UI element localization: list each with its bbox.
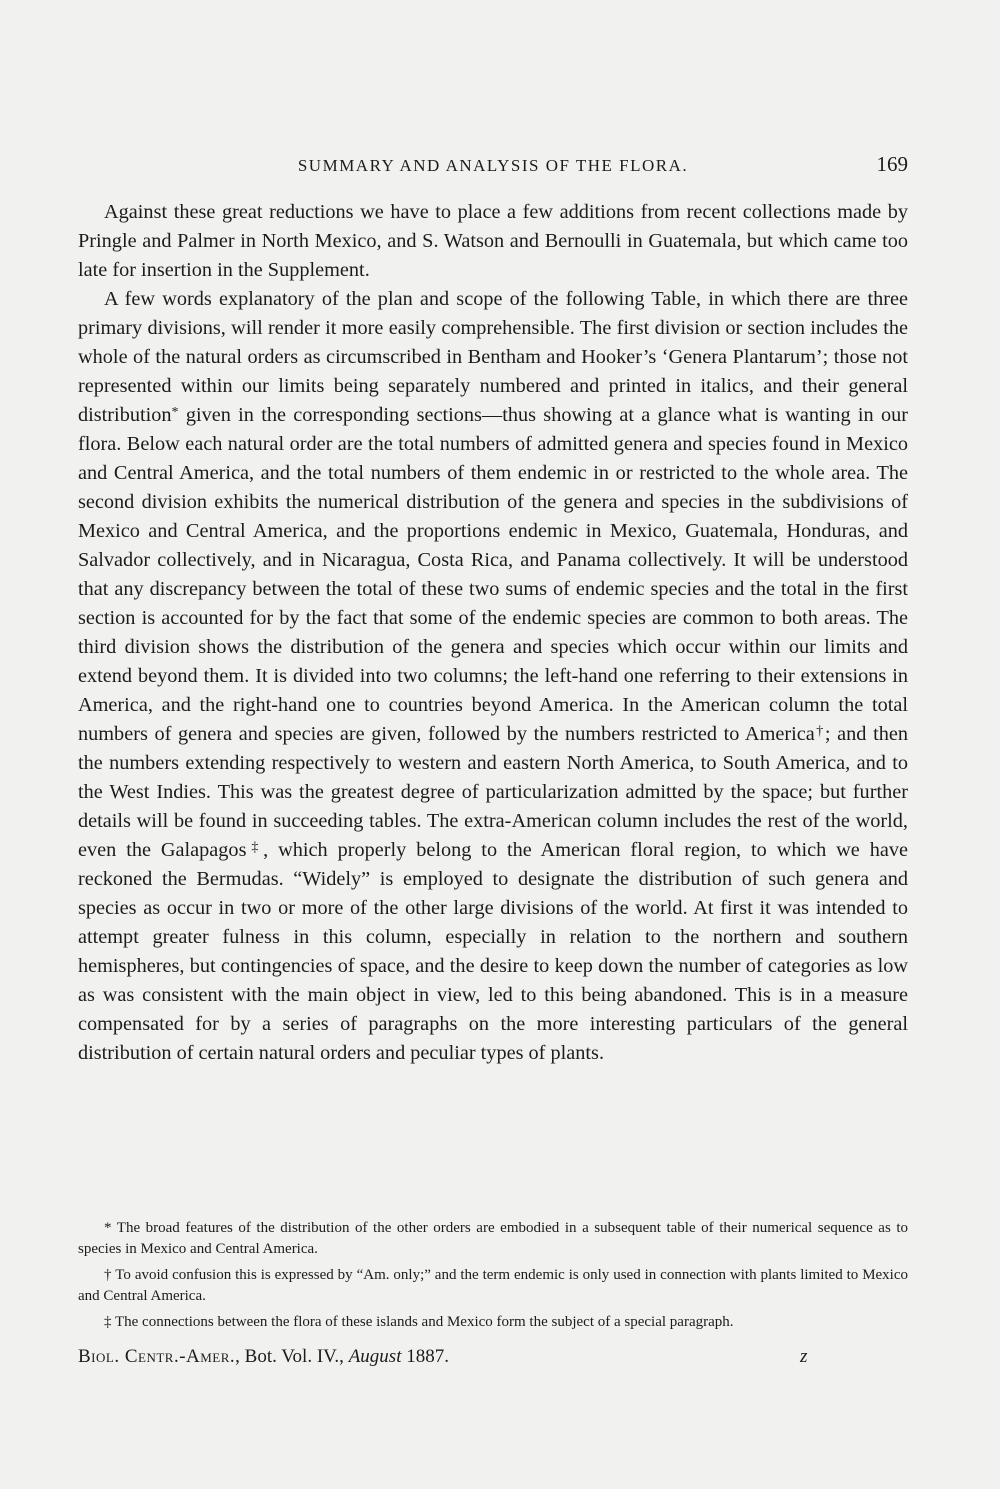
footnote-ref-dagger: † [814,724,825,739]
running-title: SUMMARY AND ANALYSIS OF THE FLORA. [297,156,689,175]
footnote-text: The connections between the flora of these islands and Mexico form the subject of a special paragraph. [111,1314,734,1330]
publication-month: August [348,1346,402,1367]
paragraph-2-part-d: , which properly belong to the American floral region, to which we have reckoned the Bermudas. “Widely” is employed to designate the distribution of such genera and species as occur in two or more of the other large divisions of the world. At first it was intended to attempt greater fulness in this column, especially in relation to the northern and southern hemispheres, but contingencies of space, and the desire to keep down the number of categories as low as was consistent with the main object in view, led to this being abandoned. This is in a measure compensated for by a series of paragraphs on the more interesting particulars of the general distribution of certain natural orders and peculiar types of plants. [78,839,909,1064]
footnote-ref-double-dagger: ‡ [246,840,264,855]
footnote-mark: * [104,1220,112,1236]
publication-year: 1887. [401,1346,449,1367]
footnote-ref-asterisk: * [171,405,179,420]
footnote-3 [78,1312,908,1333]
series-separator: , [235,1346,245,1367]
footnote-2 [78,1265,908,1307]
footnote-text: To avoid confusion this is expressed by “Am. only;” and the term endemic is only used in connection with plants limited to Mexico and Central America. [78,1267,909,1304]
footnotes [78,1218,908,1338]
paragraph-2-part-a: A few words explanatory of the plan and scope of the following Table, in which there are three primary divisions, will render it more easily comprehensible. The first division or section includes the whole of the natural orders as circumscribed in Bentham and Hooker’s ‘Genera Plantarum’; those not represented within our limits being separately numbered and printed in italics, and their general distribution [78,288,908,426]
series-title: Biol. Centr.-Amer. [78,1346,236,1367]
footnote-mark: † [104,1267,112,1283]
publication-info [78,1346,449,1368]
paragraph-2-part-c: ; and then the numbers extending respectively to western and eastern North America, to South America, and to the West Indies. This was the greatest degree of particularization admitted by the space; but further details will be found in succeeding tables. The extra-American column includes the rest of the world, even the Galapagos [78,723,908,861]
signature-line [78,1346,908,1376]
footnote-1 [78,1218,908,1260]
footnote-text: The broad features of the distribution of the other orders are embodied in a subsequent table of their numerical sequence as to species in Mexico and Central America. [78,1220,908,1257]
page-header [78,152,908,186]
volume-info: Bot. Vol. IV., [244,1346,349,1367]
body-text [78,198,908,1068]
footnote-mark: ‡ [104,1314,112,1330]
paragraph-2 [78,285,908,1068]
sheet-signature-mark: z [800,1346,808,1367]
page-number: 169 [876,152,908,176]
paragraph-2-part-b: given in the corresponding sections—thus showing at a glance what is wanting in our flora. Below each natural order are the total numbers of admitted genera and species found in Mexico and Central America, and the total numbers of them endemic in or restricted to the whole area. The second division exhibits the numerical distribution of the genera and species in the subdivisions of Mexico and Central America, and the proportions endemic in Mexico, Guatemala, Honduras, and Salvador collectively, and in Nicaragua, Costa Rica, and Panama collectively. It will be understood that any discrepancy between the total of these two sums of endemic species and the total in the first section is accounted for by the fact that some of the endemic species are common to both areas. The third division shows the distribution of the genera and species which occur within our limits and extend beyond them. It is divided into two columns; the left-hand one referring to their extensions in America, and the right-hand one to countries beyond America. In the American column the total numbers of genera and species are given, followed by the numbers restricted to America [78,404,908,745]
paragraph-1: Against these great reductions we have to place a few additions from recent collections made by Pringle and Palmer in North Mexico, and S. Watson and Bernoulli in Guatemala, but which came too late for insertion in the Supplement. [78,201,908,281]
